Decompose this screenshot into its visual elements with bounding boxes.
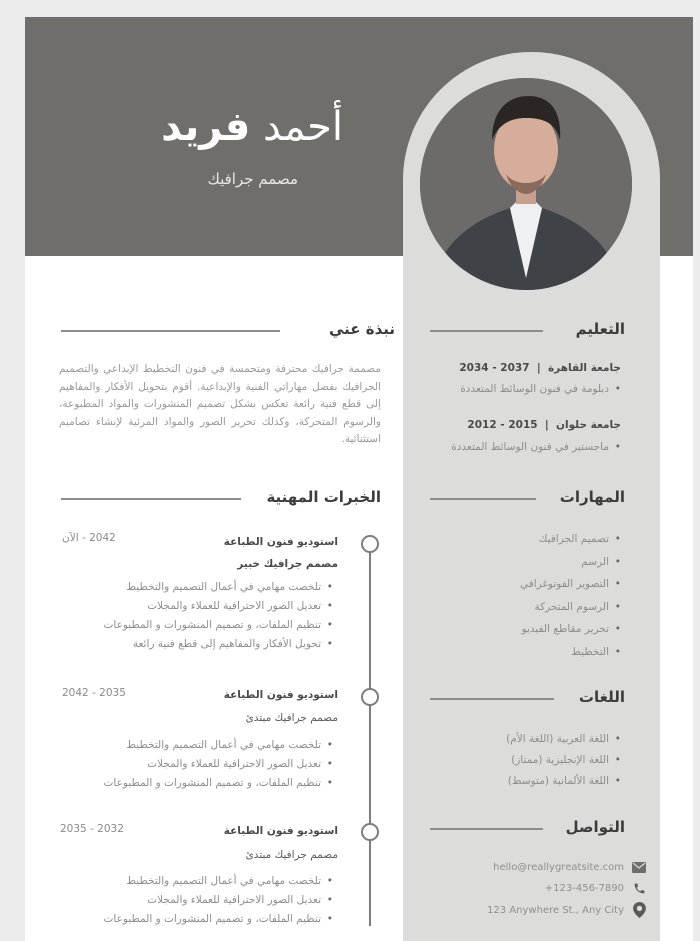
timeline-dot [361, 688, 379, 706]
phone-value[interactable]: +123-456-7890 [544, 882, 624, 894]
skill-item: • تحرير مقاطع الفيديو [520, 618, 621, 641]
exp-company: استوديو فنون الطباعة [223, 536, 338, 548]
exp-bullet: • تعديل الصور الاحترافية للعملاء والمجلات [104, 891, 334, 910]
language-item: • اللغة الألمانية (متوسط) [506, 771, 621, 792]
exp-bullet: • تعديل الصور الاحترافية للعملاء والمجلات [104, 597, 334, 616]
profile-photo [420, 78, 632, 290]
exp-company: استوديو فنون الطباعة [223, 689, 338, 701]
exp-years: 2042 - الآن [62, 532, 116, 544]
about-divider [61, 330, 280, 332]
language-item: • اللغة الإنجليزية (ممتاز) [506, 750, 621, 771]
education-item [459, 362, 621, 374]
edu-school: جامعة حلوان [556, 419, 621, 431]
languages-divider [430, 698, 554, 700]
exp-years: 2035 - 2032 [60, 823, 124, 835]
exp-bullet: • تنظيم الملفات، و تصميم المنشورات و المطبوعات [104, 616, 334, 635]
timeline-dot [361, 535, 379, 553]
email-value[interactable]: hello@reallygreatsite.com [493, 861, 624, 873]
experience-title: الخبرات المهنية [266, 488, 381, 506]
language-item: • اللغة العربية (اللغة الأم) [506, 729, 621, 750]
skill-item: • التخطيط [520, 641, 621, 664]
contact-address [487, 903, 646, 917]
last-name: فريد [161, 104, 251, 150]
edu-degree-list [451, 441, 621, 453]
exp-years: 2042 - 2035 [62, 687, 126, 699]
exp-role: مصمم جرافيك خبير [237, 558, 338, 570]
education-item [467, 419, 621, 431]
skills-title: المهارات [559, 488, 625, 506]
resume-page [25, 17, 693, 941]
exp-role: مصمم جرافيك مبتدئ [245, 849, 338, 861]
skills-divider [430, 498, 536, 500]
skill-item: • الرسوم المتحركة [520, 596, 621, 619]
edu-degree: • دبلومة في فنون الوسائط المتعددة [460, 383, 621, 395]
education-title: التعليم [575, 320, 625, 338]
languages-list [506, 729, 621, 792]
edu-years: 2037 - 2034 [459, 362, 530, 374]
edu-degree: • ماجستير في فنون الوسائط المتعددة [451, 441, 621, 453]
skill-item: • التصوير الفوتوغرافي [520, 573, 621, 596]
full-name [161, 104, 343, 150]
skill-item: • تصميم الجرافيك [520, 528, 621, 551]
first-name: أحمد [263, 104, 343, 150]
exp-bullet: • تنظيم الملفات، و تصميم المنشورات و المطبوعات [104, 910, 334, 929]
exp-bullet: • تحويل الأفكار والمفاهيم إلى قطع فنية رائعة [104, 635, 334, 654]
exp-bullets [104, 736, 334, 793]
exp-company: استوديو فنون الطباعة [223, 825, 338, 837]
skill-item: • الرسم [520, 551, 621, 574]
address-value: 123 Anywhere St., Any City [487, 904, 624, 916]
contact-divider [430, 828, 543, 830]
timeline-line [369, 551, 371, 926]
phone-icon [632, 881, 646, 895]
timeline-dot [361, 823, 379, 841]
education-divider [430, 330, 543, 332]
experience-divider [61, 498, 241, 500]
exp-bullets [104, 872, 334, 929]
edu-separator: | [533, 362, 545, 374]
exp-bullet: • تعديل الصور الاحترافية للعملاء والمجلات [104, 755, 334, 774]
skills-list [520, 528, 621, 663]
person-photo-icon [420, 78, 632, 290]
location-pin-icon [632, 903, 646, 917]
edu-school: جامعة القاهرة [547, 362, 621, 374]
edu-degree-list [460, 383, 621, 395]
job-title: مصمم جرافيك [207, 170, 298, 188]
exp-role: مصمم جرافيك مبتدئ [245, 712, 338, 724]
about-title: نبذة عني [328, 320, 395, 338]
contact-phone[interactable] [545, 881, 646, 895]
about-text: مصممة جرافيك محترفة ومتحمسة في فنون التخطيط الإبداعي والتصميم الجرافيك بفضل مهاراتي الفنية والإبداعية. أقوم بتحويل الأفكار والمفاهيم إلى قطع فنية رائعة تعكس بشكل تصميم المنشورات والمواد المطبوعة، والرسوم المتحركة، وكذلك تحرير الصور والمواد المرئية لإنشاء تصاميم استثنائية. [59, 363, 381, 445]
exp-bullet: • تلخصت مهامي في أعمال التصميم والتخطيط [104, 736, 334, 755]
contact-title: التواصل [565, 818, 625, 836]
exp-bullets [104, 578, 334, 654]
edu-years: 2015 - 2012 [467, 419, 538, 431]
mail-icon [632, 860, 646, 874]
edu-separator: | [541, 419, 553, 431]
exp-bullet: • تلخصت مهامي في أعمال التصميم والتخطيط [104, 578, 334, 597]
exp-bullet: • تنظيم الملفات، و تصميم المنشورات و المطبوعات [104, 774, 334, 793]
languages-title: اللغات [578, 688, 625, 706]
exp-bullet: • تلخصت مهامي في أعمال التصميم والتخطيط [104, 872, 334, 891]
contact-email[interactable] [493, 860, 646, 874]
